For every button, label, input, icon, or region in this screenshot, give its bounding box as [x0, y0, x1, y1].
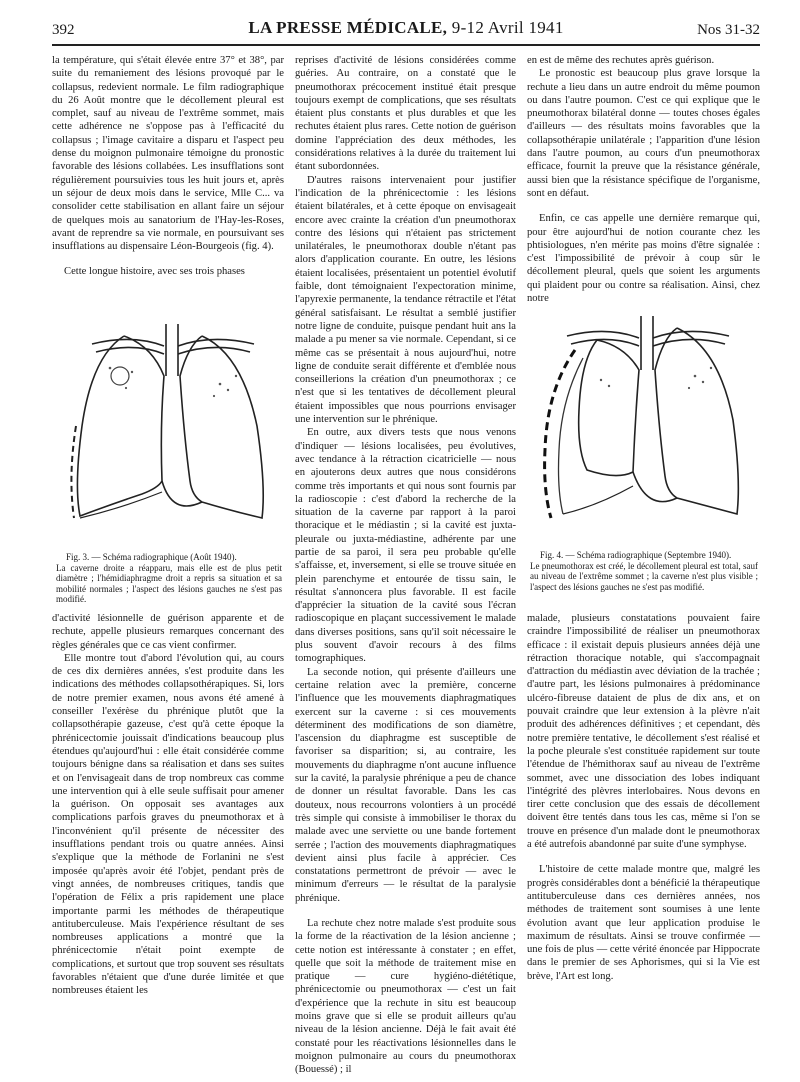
figure-3-caption-body: La caverne droite a réapparu, mais elle est de plus petit diamètre ; l'hémidiaphragme droit a repris sa situation et sa mobilité normales ; l'aspect des lésions gauches ne s'est pas modifié.: [56, 562, 282, 604]
paragraph: D'autres raisons intervenaient pour justifier l'indication de la phrénicectomie : les lésions étaient bilatérales, et à cette époque on envisageait encore avec crainte la création d'un pneumothorax contre des lésions qui n'étaient pas strictement unilatérales, le pneumothorax double n'étant pas alors d'application courante. En outre, les lésions étaient localisées, présentaient un potentiel évolutif faible, dont témoignaient l'expectoration minime, l'apyrexie permanente, la tendance rétractile et l'état général satisfaisant. Le résultat a semblé justifier notre ligne de conduite, puisque pendant huit ans la malade a pu mener sa vie normale. Cependant, si ce même cas se présentait à nous aujourd'hui, notre ligne de conduite serait différente et d'emblée nous conseillerions la création d'un pneumothorax ; ce n'est que si les tentatives de décollement pleural étaient impossibles que nous pourrions envisager une intervention sur le phrénique.: [295, 174, 516, 426]
issue-number: Nos 31-32: [697, 22, 760, 38]
page-number: 392: [52, 22, 75, 38]
issue-date: 9-12 Avril 1941: [451, 18, 564, 37]
running-header: [52, 18, 760, 46]
column-3-bottom: [527, 612, 760, 983]
paragraph: La seconde notion, qui présente d'ailleurs une certaine relation avec la première, concerne l'influence que les mouvements diaphragmatiques exercent sur la caverne : si ces mouvements déterminent des modifications de son diamètre, l'ascension du diaphragme est susceptible de favoriser sa disparition; si, au contraire, les mouvements du diaphragme n'ont aucune influence sur la cavité, la paralysie phrénique a peu de chance de donner un résultat favorable. Dans les cas douteux, nous recourrons volontiers à un procédé très simple qui consiste à immobiliser le thorax du malade avec une serviette ou une bande fortement serrée ; l'action des mouvements diaphragmatiques devient ainsi plus facile à apprécier. Ces constatations permettront de prévoir — avec le minimum d'erreurs — le résultat de la paralysie phrénique.: [295, 666, 516, 904]
figure-3-caption-title: Fig. 3. — Schéma radiographique (Août 1940).: [66, 552, 237, 562]
column-3-top: [527, 54, 760, 305]
figure-3-caption: [56, 552, 282, 605]
paragraph: Enfin, ce cas appelle une dernière remarque qui, pour être aujourd'hui de notion courante chez les phtisiologues, n'en mérite pas moins d'être signalée : c'est l'impossibilité de prévoir à coup sûr le décollement pleural, quels que soient les arguments qui plaident pour ou contre sa réalisation. Ainsi, chez notre: [527, 213, 760, 305]
paragraph: Elle montre tout d'abord l'évolution qui, au cours de ces dix dernières années, s'est produite dans les indications des méthodes collapsothérapiques. Si, lors de notre premier examen, nous avons été amené à conseiller l'exérèse du phrénique plutôt que la collapsothérapie gazeuse, c'est qu'à cette époque la phrénicectomie jouissait d'indications beaucoup plus étendues qu'aujourd'hui : elle était considérée comme toujours bénigne dans sa réalisation et dans ses suites et on l'envisageait dans de trop nombreux cas comme une intervention qui à elle seule suffisait pour amener la guérison. On opposait ses avantages aux complications parfois graves du pneumothorax et à l'inconvénient qu'il présente de nécessiter des insufflations pendant trois ou quatre années. Ainsi s'explique que la méthode de Forlanini ne s'est imposée qu'après avoir été l'objet, pendant près de vingt années, de nombreuses critiques, tandis que l'opération de Félix a pris rapidement une place importante parmi les méthodes de thérapeutique antituberculeuse. Mais l'expérience résultant de ses nombreuses applications a montré que la phrénicectomie n'était point exempte de complications, et surtout que trop souvent ses résultats favorables n'étaient que d'une durée limitée et que nombreuses étaient les: [52, 652, 284, 997]
journal-name: LA PRESSE MÉDICALE,: [248, 18, 448, 37]
figure-4-radiograph-schema: [527, 300, 760, 545]
figure-4-caption-title: Fig. 4. — Schéma radiographique (Septembre 1940).: [540, 550, 732, 560]
paragraph: la température, qui s'était élevée entre 37° et 38°, par suite du remaniement des lésions provoqué par le collapsus, redevient normale. Le film radiographique du 26 Août montre que le décollement pleural est complet, sauf au niveau de l'extrême sommet, mais cette adhérence ne s'oppose pas à l'efficacité du collapsus ; l'image cavitaire a disparu et l'aspect peu dense du moignon pulmonaire témoigne du pronostic favorable des lésions collabées. Les insufflations sont régulièrement poursuivies tous les huit jours et, après un séjour de deux mois dans le service, Mlle C... va consolider cette stabilisation en allant faire un séjour de quelques mois au sanatorium de l'Hay-les-Roses, avant de reprendre sa vie normale, en poursuivant ses insufflations au dispensaire Léon-Bourgeois (fig. 4).: [52, 55, 284, 253]
figure-3-radiograph-schema: [52, 306, 284, 551]
figure-4-caption-body: Le pneumothorax est créé, le décollement pleural est total, sauf au niveau de l'extrême sommet ; la caverne n'est plus visible ; l'aspect des lésions gauches ne s'est pas modifié.: [530, 560, 758, 592]
paragraph: reprises d'activité de lésions considérées comme guéries. Au contraire, on a constaté que le pneumothorax précocement institué était presque toujours exempt de complications, que ses résultats étaient plus constants et plus durables et que les rechutes étaient plus rares. Cette notion de guérison domine l'appréciation des deux méthodes, les considérations relatives à la durée du traitement lui étant subordonnées.: [295, 55, 516, 173]
figure-4-caption: [530, 550, 758, 592]
paragraph: En outre, aux divers tests que nous venons d'indiquer — lésions localisées, peu évolutives, avec tendance à la rétraction cicatricielle — nous en ajouterons deux autres que nous considérons comme très importants et qui nous sont fournis par la radioscopie : c'est d'abord la recherche de la situation de la caverne par rapport à la paroi thoracique et le médiastin ; si la cavité est juxta-pleurale ou juxta-médiastine, adhérente par une partie de sa paroi, il sera peu probable qu'elle s'affaisse, et, inversement, si elle se trouve située en plein parenchyme et entourée de tissu sain, le résultat s'annoncera plus favorable. Il est facile d'apprécier la situation de la cavité sous l'écran radioscopique en plaçant successivement le malade dans diverses positions, sans qu'il soit nécessaire le plus souvent d'avoir recours à des films tomographiques.: [295, 427, 516, 665]
column-1-top: [52, 54, 284, 279]
paragraph: Cette longue histoire, avec ses trois phases: [64, 266, 245, 278]
paragraph: La rechute chez notre malade s'est produite sous la forme de la réactivation de la lésion ancienne ; cette notion est intéressante à constater ; en effet, quelle que soit la méthode de traitement mise en pratique — cure hygiéno-diététique, phrénicectomie ou pneumothorax — c'est un fait d'expérience que la rechute in situ est beaucoup moins grave que si elle se produit ailleurs qu'au niveau de la lésion ancienne. Déjà le fait avait été constaté pour les réactivations lésionnelles dans le moignon pulmonaire au cours du pneumothorax (Bouessé) ; il: [295, 918, 516, 1076]
paragraph: malade, plusieurs constatations pouvaient faire craindre l'impossibilité de réaliser un pneumothorax efficace : il existait depuis plusieurs années déjà une rétraction thoracique notable, qui s'accompagnait d'attraction du médiastin avec déviation de la trachée ; d'autre part, les lésions pulmonaires à prédominance ulcéro-fibreuse dataient de plus de dix ans, et on pouvait craindre que leur extension à la plèvre n'ait produit des adhérences définitives ; et cependant, dès notre première tentative, le décollement s'est réalisé et la poche pleurale s'est constituée rapidement sur toute l'étendue de l'hémithorax sauf au niveau de l'extrême sommet, avec une dissociation des lobes indiquant l'intégrité des plèvres interlobaires. Nous devons en tirer cette conclusion que des essais de décollement doivent être tentés dans tous les cas, même si l'on se trouve en présence d'un malade dont le pneumothorax a été autrefois abandonné par suite d'une symphyse.: [527, 613, 760, 851]
column-2: [295, 54, 516, 1077]
journal-title: [52, 18, 760, 38]
column-1-bottom: [52, 612, 284, 998]
paragraph: Le pronostic est beaucoup plus grave lorsque la rechute a lieu dans un autre endroit du même poumon ou dans l'autre poumon. C'est ce qui explique que le pneumothorax bilatéral donne — toutes choses égales d'ailleurs — des résultats moins favorables que la collapsothérapie unilatérale ; l'apparition d'une lésion dans l'autre poumon, au cours d'un pneumothorax efficace, fournit la preuve que la résistance générale, aussi bien que la résistance spécifique de l'organisme, sont en défaut.: [527, 68, 760, 199]
paragraph: en est de même des rechutes après guérison.: [527, 55, 715, 66]
paragraph: L'histoire de cette malade montre que, malgré les progrès considérables dont a bénéficié la thérapeutique antituberculeuse dans ces dernières années, nos méthodes de traitement sont soumises à une lente évolution avant que leur application produise le maximum de résultats. Ainsi se trouve confirmée — une fois de plus — cette vérité énoncée par Hippocrate dans le premier de ses Aphorismes, qui si la Vie est brève, l'Art est long.: [527, 864, 760, 982]
paragraph: d'activité lésionnelle de guérison apparente et de rechute, appelle plusieurs remarques concernant des règles générales que ce cas vient confirmer.: [52, 613, 284, 651]
